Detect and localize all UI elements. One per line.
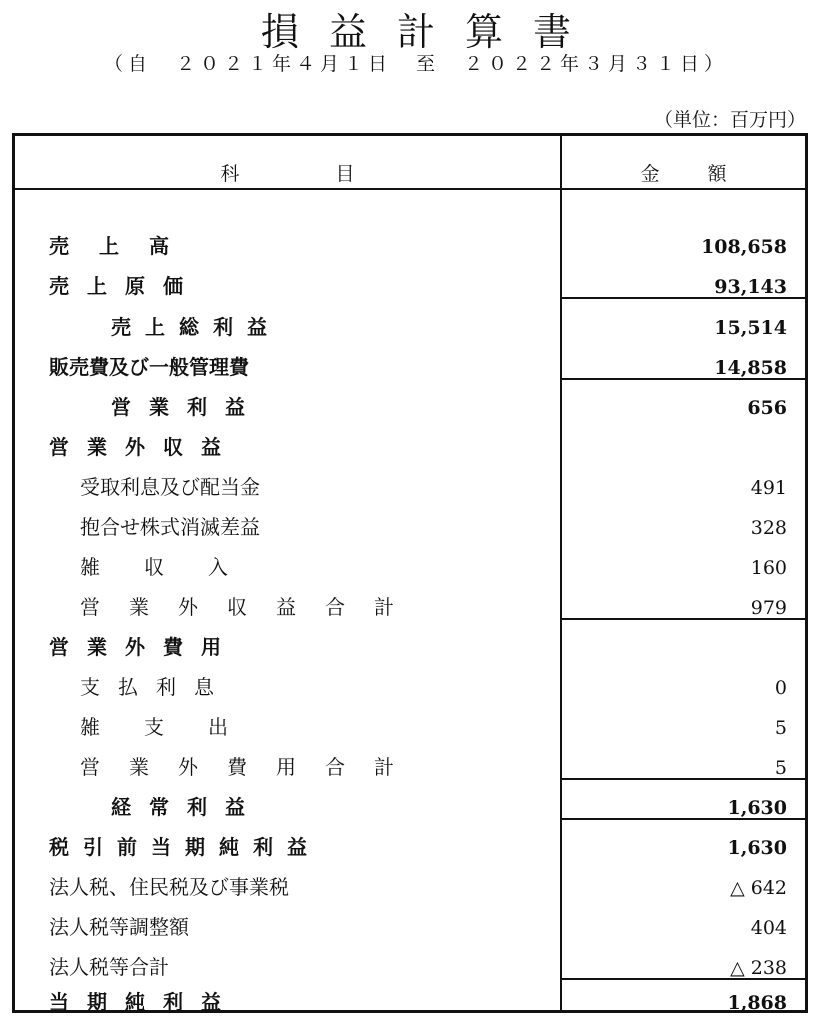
row-label: 雑収入	[80, 555, 272, 579]
row-misc-expense	[15, 707, 805, 747]
row-label: 法人税等合計	[49, 955, 169, 979]
row-net-income	[15, 982, 805, 1022]
row-non-operating-expenses-total	[15, 747, 805, 787]
row-label: 営業外収益合計	[80, 595, 423, 619]
row-value: 14,858	[714, 357, 787, 379]
subtotal-rule	[561, 978, 805, 980]
row-operating-income	[15, 387, 805, 427]
row-label: 営業外費用合計	[80, 755, 423, 779]
row-label: 販売費及び一般管理費	[49, 355, 249, 379]
row-value: 491	[750, 477, 787, 499]
row-value: △ 238	[730, 957, 787, 979]
row-value: 404	[750, 917, 787, 939]
row-label: 経常利益	[111, 795, 263, 819]
row-label: 売上高	[49, 234, 199, 258]
row-value: 0	[774, 677, 787, 699]
row-value: △ 642	[730, 877, 787, 899]
row-value: 108,658	[701, 236, 787, 258]
header-amount: 金額	[640, 163, 775, 185]
row-cost-of-sales	[15, 266, 805, 306]
statement-title: 損益計算書	[260, 10, 601, 54]
row-label: 受取利息及び配当金	[80, 475, 260, 499]
row-label: 抱合せ株式消滅差益	[80, 515, 260, 539]
row-label: 当期純利益	[49, 990, 239, 1014]
row-interest-dividends	[15, 467, 805, 507]
row-value: 979	[750, 597, 787, 619]
row-value: 1,630	[727, 797, 787, 819]
row-label: 営業外収益	[49, 435, 239, 459]
row-label: 税引前当期純利益	[49, 835, 321, 859]
row-label: 営業利益	[111, 395, 263, 419]
subtotal-rule	[561, 818, 805, 820]
row-income-before-taxes	[15, 827, 805, 867]
row-income-taxes-deferred	[15, 907, 805, 947]
row-income-taxes-total	[15, 947, 805, 987]
fiscal-period: （自 ２０２１年４月１日 至 ２０２２年３月３１日）	[103, 53, 728, 75]
row-value: 160	[750, 557, 787, 579]
row-value: 5	[774, 757, 787, 779]
row-value: 1,630	[727, 837, 787, 859]
row-label: 法人税等調整額	[49, 915, 189, 939]
income-statement-table	[12, 133, 808, 1013]
row-income-taxes-current	[15, 867, 805, 907]
row-label: 法人税、住民税及び事業税	[49, 875, 289, 899]
row-label: 雑支出	[80, 715, 272, 739]
subtotal-rule	[561, 297, 805, 299]
row-sga-expenses	[15, 347, 805, 387]
row-non-operating-income	[15, 427, 805, 467]
row-interest-expense	[15, 667, 805, 707]
subtotal-rule	[561, 778, 805, 780]
row-merger-gain	[15, 507, 805, 547]
row-value: 5	[774, 717, 787, 739]
row-value: 93,143	[714, 276, 787, 298]
row-non-operating-income-total	[15, 587, 805, 627]
row-non-operating-expenses	[15, 627, 805, 667]
subtotal-rule	[561, 378, 805, 380]
row-label: 営業外費用	[49, 635, 239, 659]
header-account: 科目	[220, 163, 451, 185]
table-header	[15, 136, 805, 190]
row-misc-income	[15, 547, 805, 587]
row-label: 支払利息	[80, 675, 232, 699]
row-label: 売上原価	[49, 274, 201, 298]
row-value: 1,868	[727, 992, 787, 1014]
row-value: 15,514	[714, 317, 787, 339]
unit-label: （単位：百万円）	[653, 109, 806, 131]
subtotal-rule	[561, 618, 805, 620]
row-value: 656	[747, 397, 787, 419]
row-ordinary-income	[15, 787, 805, 827]
row-label: 売上総利益	[111, 315, 281, 339]
row-net-sales	[15, 226, 805, 266]
row-gross-profit	[15, 307, 805, 347]
row-value: 328	[750, 517, 787, 539]
